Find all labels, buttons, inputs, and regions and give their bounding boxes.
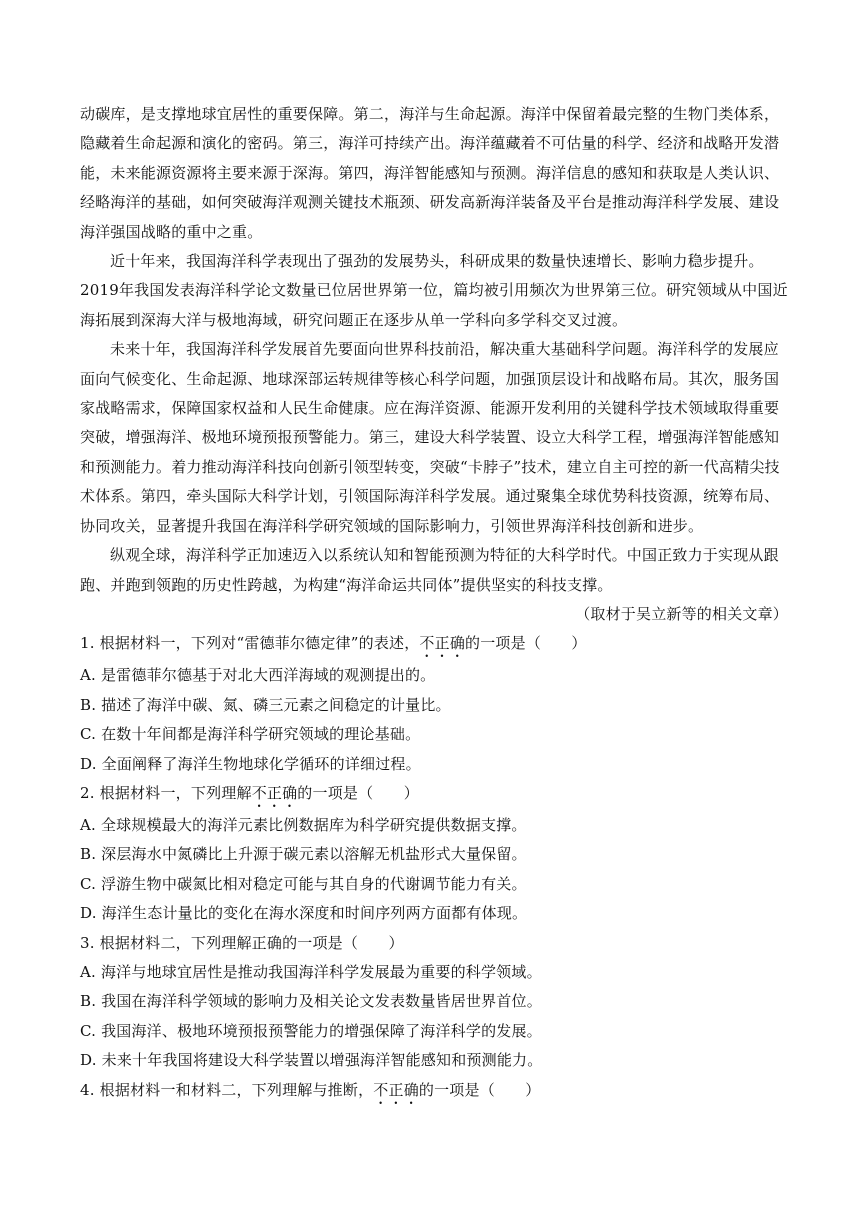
answer-option: A. 是雷德菲尔德基于对北大西洋海域的观测提出的。 <box>80 666 436 685</box>
answer-option: A. 全球规模最大的海洋元素比例数据库为科学研究提供数据支撑。 <box>80 815 527 834</box>
answer-option: C. 我国海洋、极地环境预报预警能力的增强保障了海洋科学的发展。 <box>80 1021 542 1040</box>
answer-option: D. 未来十年我国将建设大科学装置以增强海洋智能感知和预测能力。 <box>80 1051 543 1070</box>
question-2 <box>80 779 788 929</box>
emphasis-text: 不正确 <box>251 783 298 802</box>
question-stem: 4. 根据材料一和材料二，下列理解与推断，不正确的一项是（ ） <box>80 1080 541 1099</box>
answer-option: B. 深层海水中氮磷比上升源于碳元素以溶解无机盐形式大量保留。 <box>80 845 527 864</box>
article-body <box>80 100 788 1108</box>
paragraph: 动碳库，是支撑地球宜居性的重要保障。第二，海洋与生命起源。海洋中保留着最完整的生物门类体系，隐藏着生命起源和演化的密码。第三，海洋可持续产出。海洋蕴藏着不可估量的科学、经济和战略开发潜能，未来能源资源将主要来源于深海。第四，海洋智能感知与预测。海洋信息的感知和获取是人类认识、经略海洋的基础，如何突破海洋观测关键技术瓶颈、研发高新海洋装备及平台是推动海洋科学发展、建设海洋强国战略的重中之重。 <box>80 105 780 241</box>
paragraph: 未来十年，我国海洋科学发展首先要面向世界科技前沿，解决重大基础科学问题。海洋科学的发展应面向气候变化、生命起源、地球深部运转规律等核心科学问题，加强顶层设计和战略布局。其次，服务国家战略需求，保障国家权益和人民生命健康。应在海洋资源、能源开发利用的关键科学技术领域取得重要突破，增强海洋、极地环境预报预警能力。第三，建设大科学装置、设立大科学工程，增强海洋智能感知和预测能力。着力推动海洋科技向创新引领型转变，突破“卡脖子”技术，建立自主可控的新一代高精尖技术体系。第四，牵头国际大科学计划，引领国际海洋科学发展。通过聚集全球优势科技资源，统筹布局、协同攻关，显著提升我国在海洋科学研究领域的国际影响力，引领世界海洋科技创新和进步。 <box>80 340 780 535</box>
paragraph: 纵观全球，海洋科学正加速迈入以系统认知和智能预测为特征的大科学时代。中国正致力于实现从跟跑、并跑到领跑的历史性跨越，为构建“海洋命运共同体”提供坚实的科技支撑。 <box>80 546 779 594</box>
emphasis-text: 不正确 <box>373 1080 419 1099</box>
paragraph: 近十年来，我国海洋科学表现出了强劲的发展势头，科研成果的数量快速增长、影响力稳步提升。2019年我国发表海洋科学论文数量已位居世界第一位，篇均被引用频次为世界第三位。研究领域从中国近海拓展到深海大洋与极地海域，研究问题正在逐步从单一学科向多学科交叉过渡。 <box>80 252 788 329</box>
answer-option: D. 全面阐释了海洋生物地球化学循环的详细过程。 <box>80 754 421 773</box>
answer-option: C. 浮游生物中碳氮比相对稳定可能与其自身的代谢调节能力有关。 <box>80 874 527 893</box>
answer-option: C. 在数十年间都是海洋科学研究领域的理论基础。 <box>80 725 421 744</box>
question-1 <box>80 629 788 779</box>
emphasis-text: 不正确 <box>419 634 466 653</box>
answer-option: B. 描述了海洋中碳、氮、磷三元素之间稳定的计量比。 <box>80 695 451 714</box>
source-citation: （取材于吴立新等的相关文章） <box>575 604 788 623</box>
question-stem: 1. 根据材料一，下列对“雷德菲尔德定律”的表述，不正确的一项是（ ） <box>80 634 587 653</box>
answer-option: B. 我国在海洋科学领域的影响力及相关论文发表数量皆居世界首位。 <box>80 992 542 1011</box>
question-4 <box>80 1076 788 1108</box>
question-stem: 2. 根据材料一，下列理解不正确的一项是（ ） <box>80 783 419 802</box>
answer-option: D. 海洋生态计量比的变化在海水深度和时间序列两方面都有体现。 <box>80 904 528 923</box>
question-stem: 3. 根据材料二，下列理解正确的一项是（ ） <box>80 933 404 952</box>
question-3 <box>80 929 788 1076</box>
answer-option: A. 海洋与地球宜居性是推动我国海洋科学发展最为重要的科学领域。 <box>80 962 542 981</box>
